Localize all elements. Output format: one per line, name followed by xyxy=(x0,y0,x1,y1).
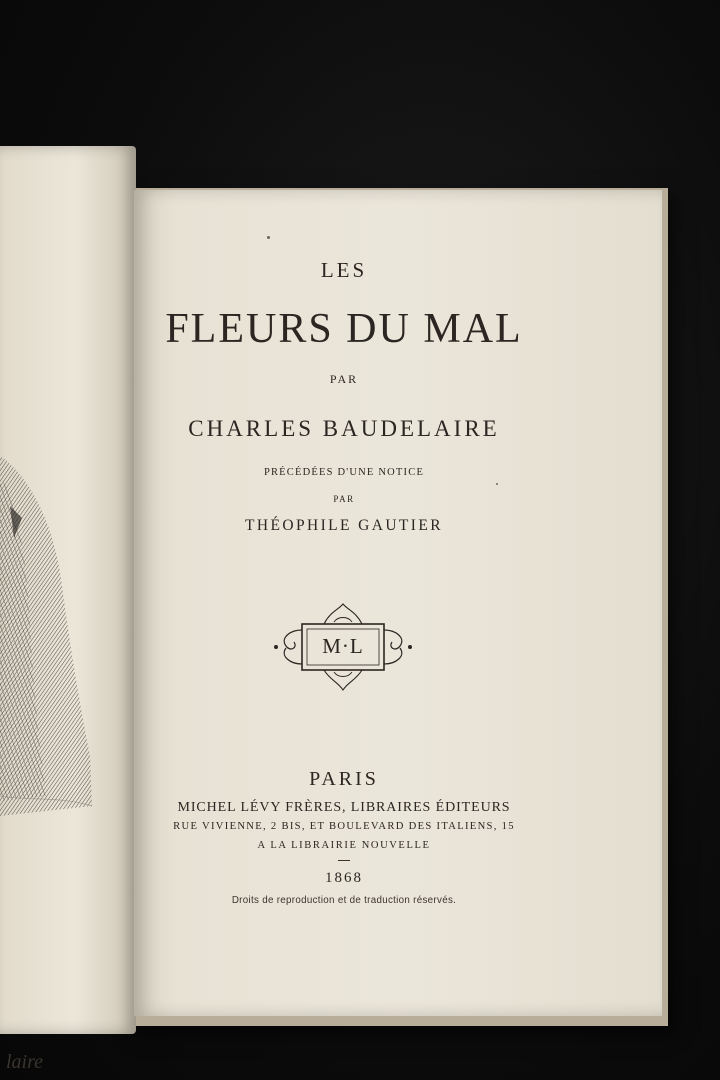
title-article: LES xyxy=(320,258,368,282)
frontispiece-page xyxy=(0,146,136,1073)
paper-speck xyxy=(267,236,270,239)
author-name: CHARLES BAUDELAIRE xyxy=(188,416,500,441)
book-title: FLEURS DU MAL xyxy=(165,306,523,352)
rights-notice: Droits de reproduction et de traduction réservés. xyxy=(231,895,457,906)
divider-rule xyxy=(338,860,350,861)
signature: laire xyxy=(6,1051,44,1073)
notice-line: PRÉCÉDÉES D'UNE NOTICE xyxy=(263,467,425,478)
by-label-2: PAR xyxy=(333,494,355,504)
paper-speck xyxy=(496,483,498,485)
publication-year: 1868 xyxy=(325,870,363,886)
publisher-name: MICHEL LÉVY FRÈRES, LIBRAIRES ÉDITEURS xyxy=(177,800,511,815)
bookstore-line: A LA LIBRAIRIE NOUVELLE xyxy=(257,840,431,851)
portrait-engraving xyxy=(0,146,136,1034)
preface-author: THÉOPHILE GAUTIER xyxy=(245,517,443,534)
publisher-monogram: M·L xyxy=(322,634,364,658)
by-label: PAR xyxy=(329,372,359,386)
publisher-address: RUE VIVIENNE, 2 BIS, ET BOULEVARD DES ITALIENS, 15 xyxy=(173,821,515,832)
publication-city: PARIS xyxy=(309,768,379,790)
